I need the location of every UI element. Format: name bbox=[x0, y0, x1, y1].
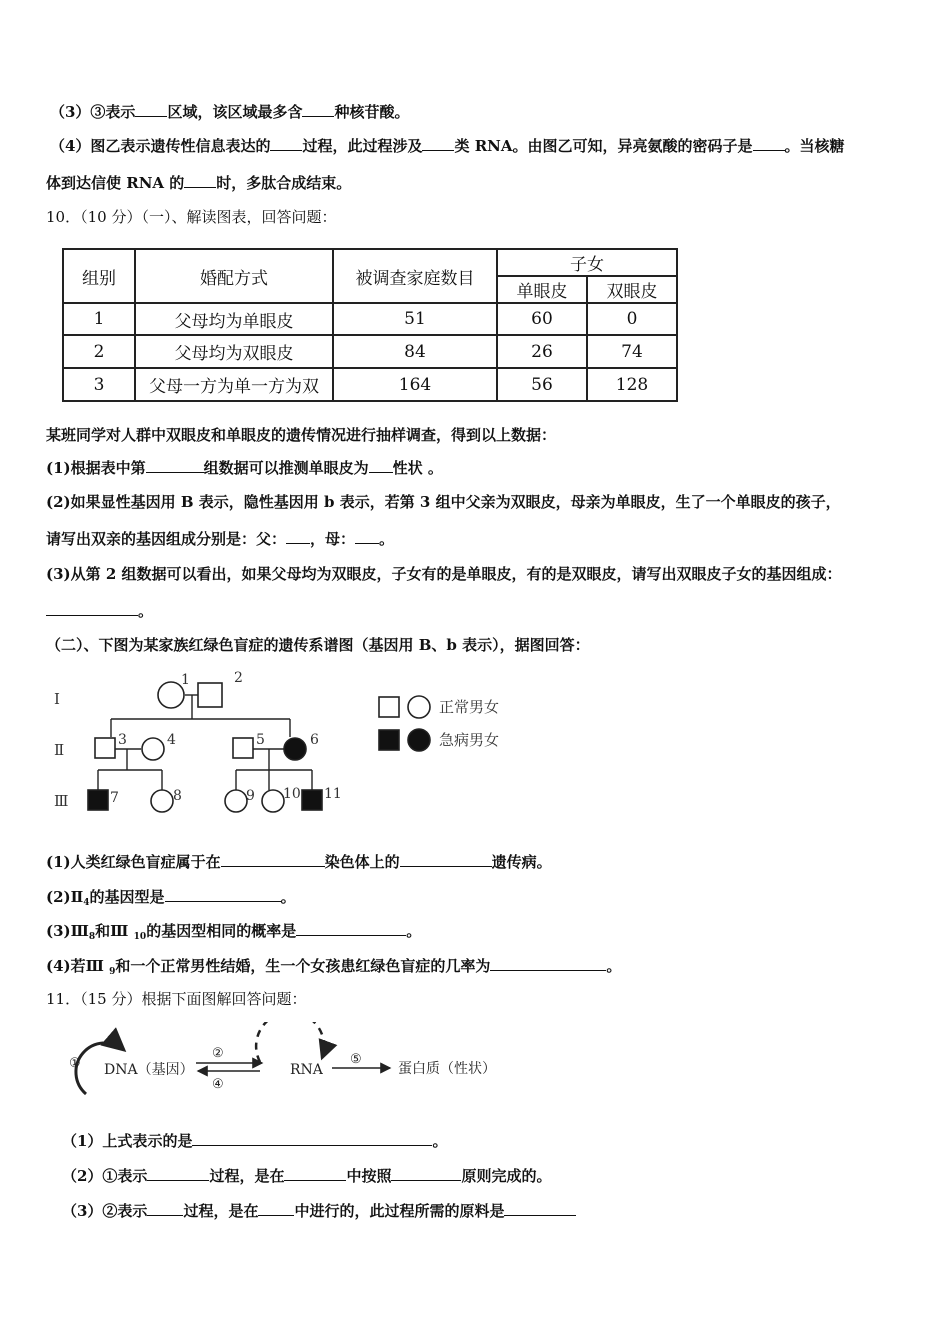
answer-blank[interactable] bbox=[369, 458, 393, 473]
q11-header: 11．（15 分）根据下面图解回答问题： bbox=[46, 990, 307, 1008]
individual-III8 bbox=[151, 790, 173, 812]
answer-blank[interactable] bbox=[296, 921, 406, 936]
rna-node: RNA bbox=[290, 1062, 323, 1078]
table-row: 2 父母均为双眼皮 84 26 74 bbox=[63, 335, 677, 368]
individual-number: 1 bbox=[181, 672, 190, 688]
step-4-label: ④ bbox=[212, 1077, 224, 1092]
survey-table bbox=[62, 248, 678, 402]
individual-II5 bbox=[233, 738, 253, 758]
answer-blank[interactable] bbox=[284, 1166, 346, 1181]
answer-blank[interactable] bbox=[490, 956, 606, 971]
answer-blank[interactable] bbox=[146, 458, 204, 473]
dna-node: DNA（基因） bbox=[104, 1062, 194, 1078]
protein-node: 蛋白质（性状） bbox=[398, 1061, 496, 1077]
q11-q3: （3）②表示 过程，是在 中进行的，此过程所需的原料是 bbox=[62, 1201, 576, 1221]
individual-II4 bbox=[142, 738, 164, 760]
step-1-label: ① bbox=[69, 1056, 81, 1071]
individual-number: 10 bbox=[283, 786, 301, 802]
table-row: 1 父母均为单眼皮 51 60 0 bbox=[63, 303, 677, 335]
legend-affected-male-icon bbox=[379, 730, 399, 750]
answer-blank[interactable] bbox=[135, 102, 167, 117]
table-header: 子女 bbox=[497, 249, 677, 276]
table-header: 组别 bbox=[63, 249, 135, 303]
answer-blank[interactable] bbox=[165, 887, 281, 902]
individual-number: 4 bbox=[167, 732, 176, 748]
legend-normal-label: 正常男女 bbox=[439, 698, 500, 716]
q10-q3: (3)从第 2 组数据可以看出，如果父母均为双眼皮，子女有的是单眼皮，有的是双眼皮，请写出双眼皮子女的基因组成： bbox=[46, 565, 842, 583]
answer-blank[interactable] bbox=[147, 1166, 209, 1181]
table-row: 3 父母一方为单一方为双 164 56 128 bbox=[63, 368, 677, 401]
answer-blank[interactable] bbox=[258, 1201, 294, 1216]
answer-blank[interactable] bbox=[221, 852, 325, 867]
generation-label: Ⅲ bbox=[54, 792, 69, 810]
individual-number: 8 bbox=[173, 788, 182, 804]
individual-number: 6 bbox=[310, 732, 319, 748]
generation-label: Ⅱ bbox=[54, 741, 65, 759]
answer-blank[interactable] bbox=[422, 136, 454, 151]
q10-p2-q2: $(2)Ⅱ_4$的基因型是 。 bbox=[46, 888, 296, 908]
answer-blank[interactable] bbox=[286, 529, 310, 544]
individual-number: 9 bbox=[246, 788, 255, 804]
answer-blank[interactable] bbox=[192, 1131, 432, 1146]
legend-affected-label: 急病男女 bbox=[439, 731, 500, 749]
legend-normal-male-icon bbox=[379, 697, 399, 717]
answer-blank[interactable] bbox=[184, 173, 216, 188]
answer-blank[interactable] bbox=[46, 601, 138, 616]
individual-II3 bbox=[95, 738, 115, 758]
q10-p2-q3: $(3)Ⅲ_8$和Ⅲ $_{10}$的基因型相同的概率是 。 bbox=[46, 922, 422, 942]
table-header: 婚配方式 bbox=[135, 249, 333, 303]
q9-part4: （4）图乙表示遗传性信息表达的 过程，此过程涉及 类 RNA。由图乙可知，异亮氨酸的密码子是 。当核糖 bbox=[50, 137, 845, 155]
step-5-label: ⑤ bbox=[350, 1052, 362, 1067]
individual-number: 2 bbox=[234, 670, 243, 686]
individual-number: 3 bbox=[118, 732, 127, 748]
individual-III9 bbox=[225, 790, 247, 812]
table-header: 双眼皮 bbox=[587, 276, 677, 303]
q9-part3: （3）③表示 区域，该区域最多含 种核苷酸。 bbox=[50, 103, 410, 121]
q11-q2: （2）①表示 过程，是在 中按照 原则完成的。 bbox=[62, 1167, 552, 1185]
answer-blank[interactable] bbox=[302, 102, 334, 117]
q9-part4-cont: 体到达信使 RNA 的 时，多肽合成结束。 bbox=[46, 174, 352, 192]
q10-q3-cont: 。 bbox=[46, 601, 153, 621]
individual-number: 11 bbox=[324, 786, 342, 802]
q10-p2-q4: (4)若Ⅲ $_9$和一个正常男性结婚，生一个女孩患红绿色盲症的几率为 。 bbox=[46, 957, 622, 977]
pedigree-chart bbox=[40, 664, 580, 824]
answer-blank[interactable] bbox=[400, 852, 492, 867]
q10-part2-header: （二）、下图为某家族红绿色盲症的遗传系谱图（基因用 B、b 表示），据图回答： bbox=[46, 636, 590, 654]
legend-affected-female-icon bbox=[408, 729, 430, 751]
legend-normal-female-icon bbox=[408, 696, 430, 718]
individual-I2 bbox=[198, 683, 222, 707]
answer-blank[interactable] bbox=[753, 136, 785, 151]
pedigree-legend bbox=[379, 696, 430, 751]
q10-q2: (2)如果显性基因用 B 表示，隐性基因用 b 表示，若第 3 组中父亲为双眼皮，母亲为单眼皮，生了一个单眼皮的孩子， bbox=[46, 493, 841, 511]
step-2-label: ② bbox=[212, 1046, 224, 1061]
central-dogma-diagram bbox=[60, 1022, 520, 1102]
table-header: 单眼皮 bbox=[497, 276, 587, 303]
individual-II6 bbox=[284, 738, 306, 760]
q10-header: 10．（10 分）（一）、解读图表，回答问题： bbox=[46, 208, 337, 226]
answer-blank[interactable] bbox=[355, 529, 379, 544]
q10-intro: 某班同学对人群中双眼皮和单眼皮的遗传情况进行抽样调查，得到以上数据： bbox=[46, 426, 557, 444]
answer-blank[interactable] bbox=[391, 1166, 461, 1181]
individual-number: 5 bbox=[256, 732, 265, 748]
q10-q1: (1)根据表中第 组数据可以推测单眼皮为 性状 。 bbox=[46, 459, 443, 477]
generation-label: Ⅰ bbox=[54, 690, 60, 708]
answer-blank[interactable] bbox=[147, 1201, 183, 1216]
q11-q1: （1）上式表示的是 。 bbox=[62, 1132, 448, 1150]
individual-III11 bbox=[302, 790, 322, 810]
answer-blank[interactable] bbox=[504, 1201, 576, 1216]
individual-III7 bbox=[88, 790, 108, 810]
answer-blank[interactable] bbox=[270, 136, 302, 151]
table-header: 被调查家庭数目 bbox=[333, 249, 497, 303]
q10-q2-cont: 请写出双亲的基因组成分别是：父： ，母： 。 bbox=[46, 530, 395, 548]
individual-number: 7 bbox=[110, 790, 119, 806]
individual-III10 bbox=[262, 790, 284, 812]
q10-p2-q1: (1)人类红绿色盲症属于在 染色体上的 遗传病。 bbox=[46, 853, 552, 871]
